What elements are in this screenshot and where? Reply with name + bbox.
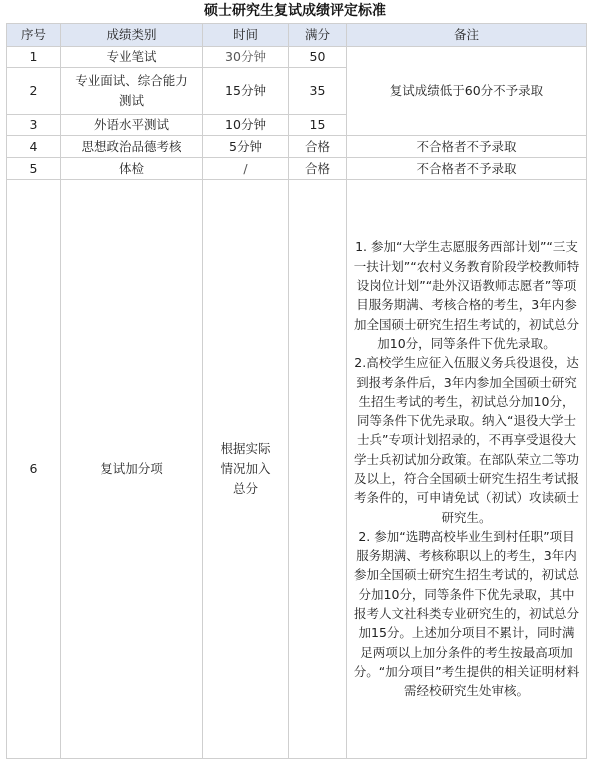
cell-category: 外语水平测试 (61, 115, 203, 136)
cell-category: 体检 (61, 158, 203, 180)
score-table (6, 23, 587, 759)
header-note: 备注 (347, 24, 587, 47)
table-row (7, 136, 587, 158)
header-category: 成绩类别 (61, 24, 203, 47)
cell-full: 合格 (289, 158, 347, 180)
cell-category: 思想政治品德考核 (61, 136, 203, 158)
cell-no: 1 (7, 47, 61, 68)
bonus-note-3: 2. 参加“选聘高校毕业生到村任职”项目服务期满、考核称职以上的考生，3年内参加全国硕士研究生招生考试的，初试总分加10分，同等条件下优先录取，其中报考人文社科类专业研究生的，初试总分加15分。上述加分项目不累计，同时满足两项以上加分条件的考生按最高项加分。“加分项目”考生提供的相关证明材料需经校研究生处审核。 (353, 528, 580, 699)
cell-category: 专业面试、综合能力测试 (61, 68, 203, 115)
cell-time: 根据实际情况加入总分 (203, 180, 289, 759)
cell-note-merged: 复试成绩低于60分不予录取 (347, 47, 587, 136)
cell-no: 4 (7, 136, 61, 158)
cell-no: 2 (7, 68, 61, 115)
bonus-note-2: 2.高校学生应征入伍服义务兵役退役，达到报考条件后，3年内参加全国硕士研究生招生考试的考生，初试总分加10分，同等条件下优先录取。纳入“退役大学士士兵”专项计划招录的，不再享受退役大学士兵初试加分政策。在部队荣立二等功及以上，符合全国硕士研究生招生考试报考条件的，可申请免试（初试）攻读硕士研究生。 (353, 355, 579, 525)
cell-full: 35 (289, 68, 347, 115)
table-row (7, 180, 587, 759)
cell-note: 不合格者不予录取 (347, 136, 587, 158)
cell-category: 专业笔试 (61, 47, 203, 68)
cell-time: 30分钟 (203, 47, 289, 68)
cell-no: 6 (7, 180, 61, 759)
table-header-row (7, 24, 587, 47)
cell-time: 5分钟 (203, 136, 289, 158)
bonus-note-1: 1. 参加“大学生志愿服务西部计划”“三支一扶计划”“农村义务教育阶段学校教师特设岗位计划”“赴外汉语教师志愿者”等项目服务期满、考核合格的考生，3年内参加全国硕士研究生招生考试的，初试总分加10分，同等条件下优先录取。 (353, 239, 580, 351)
cell-no: 5 (7, 158, 61, 180)
page-title: 硕士研究生复试成绩评定标准 (204, 3, 386, 19)
cell-full (289, 180, 347, 759)
table-row (7, 47, 587, 68)
cell-category: 复试加分项 (61, 180, 203, 759)
cell-full: 合格 (289, 136, 347, 158)
cell-note: 不合格者不予录取 (347, 158, 587, 180)
cell-full: 50 (289, 47, 347, 68)
cell-time: 10分钟 (203, 115, 289, 136)
header-no: 序号 (7, 24, 61, 47)
cell-time: / (203, 158, 289, 180)
table-row (7, 158, 587, 180)
header-time: 时间 (203, 24, 289, 47)
cell-no: 3 (7, 115, 61, 136)
cell-full: 15 (289, 115, 347, 136)
cell-time: 15分钟 (203, 68, 289, 115)
header-full: 满分 (289, 24, 347, 47)
cell-bonus-notes (347, 180, 587, 759)
